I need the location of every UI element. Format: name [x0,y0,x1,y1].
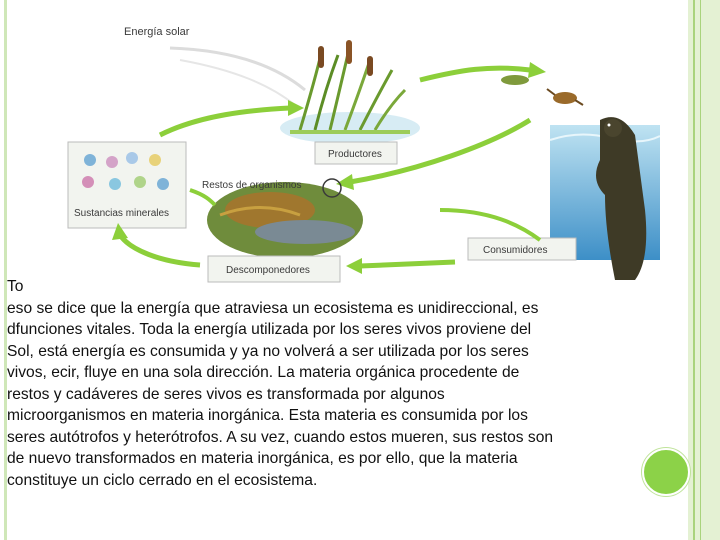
arrow-secondary [440,210,540,240]
arrowhead [528,62,546,78]
partial-heading: To [7,278,24,295]
consumidores-label: Consumidores [483,245,548,256]
restos-organismos-label: Restos de organismos [202,180,302,191]
arrow-decomposers-to-minerals [120,235,200,265]
solar-ray-faint [180,60,295,105]
text-line-9: constituye un ciclo cerrado en el ecosistema. [7,471,318,489]
productores-label: Productores [328,149,382,160]
text-line-1: eso se dice que la energía que atraviesa un ecosistema es unidireccional, es [7,299,539,317]
ecosystem-cycle-diagram [60,10,660,285]
text-line-6: microorganismos en materia inorgánica. Esta materia es consumida por los [7,407,528,424]
text-line-5: restos y cadáveres de seres vivos es transformada por algunos [7,385,445,403]
text-line-2: dfunciones vitales. Toda la energía utilizada por los seres vivos proviene del [7,321,532,338]
producers-plants-illustration [280,40,420,144]
arrow-minerals-to-producers [160,108,290,135]
text-line-3: Sol, está energía es consumida y ya no volverá a ser utilizada por los seres [7,342,529,360]
green-circle-decoration [642,448,690,496]
sustancias-minerales-label: Sustancias minerales [74,208,170,219]
right-decorative-line-thin [700,0,701,540]
small-animals-illustration [501,75,583,105]
solar-ray [170,48,305,90]
arrowhead [288,100,304,116]
descomponedores-label: Descomponedores [226,265,310,276]
arrow-remains-to-minerals [190,190,215,205]
body-paragraph [7,276,647,491]
text-line-7: seres autótrofos y heterótrofos. A su vez, cuando estos mueren, sus restos son [7,428,554,446]
arrowhead [346,258,362,274]
energy-solar-label: Energía solar [124,26,190,38]
text-line-8: de nuevo transformados en materia inorgánica, es por ello, que la materia [7,450,518,467]
arrow-consumers-to-decomposers [360,262,455,266]
text-line-4: vivos, ecir, fluye en una sola dirección. La materia orgánica procedente de [7,364,520,381]
right-decorative-line [693,0,695,540]
